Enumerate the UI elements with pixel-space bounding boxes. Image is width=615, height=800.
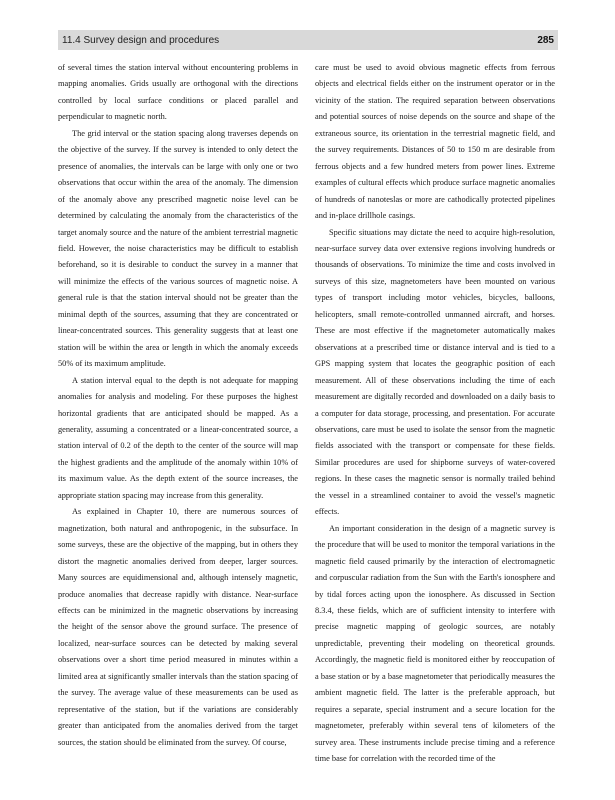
page-number: 285	[537, 34, 554, 46]
paragraph: As explained in Chapter 10, there are numerous sources of magnetization, both natural and anthropogenic, in the subsurface. In some surveys, these are the objective of the mapping, but in others they distort the magnetic anomalies derived from deeper, larger sources. Many sources are equidimensional and, although intensely magnetic, produce anomalies that decrease rapidly with distance. Near-surface effects can be minimized in the magnetic observations by increasing the height of the sensor above the ground surface. The presence of localized, near-surface sources can be detected by making several observations over a short time period measured in minutes within a limited area at significantly smaller intervals than the station spacing of the survey. The average value of these measurements can be used as representative of the station, but if the variations are considerably greater than anticipated from the anomalies derived from the target sources, the station should be eliminated from the survey. Of course,	[58, 507, 298, 747]
right-column	[315, 60, 555, 767]
paragraph: of several times the station interval without encountering problems in mapping anomalies. Grids usually are orthogonal with the directions controlled by local surface conditions or placed parallel and perpendicular to magnetic north.	[58, 63, 298, 122]
paragraph: A station interval equal to the depth is not adequate for mapping anomalies for analysis and modeling. For these purposes the highest horizontal gradients that are anticipated should be mapped. As a generality, assuming a concentrated or a linear-concentrated source, a station interval of 0.2 of the depth to the center of the source will map the highest gradients and the amplitude of the anomaly within 10% of its maximum value. As the depth extent of the source increases, the appropriate station spacing may increase from this generality.	[58, 375, 298, 500]
left-column	[58, 60, 298, 751]
running-header	[58, 30, 558, 50]
section-title: 11.4 Survey design and procedures	[62, 34, 220, 46]
paragraph: Specific situations may dictate the need to acquire high-resolution, near-surface survey data over extensive regions involving hundreds or thousands of observations. To minimize the time and costs involved in surveys of this size, magnetometers have been mounted on various types of transport including motor vehicles, bicycles, balloons, helicopters, small remote-controlled unmanned aircraft, and horses. These are most effective if the magnetometer automatically makes observations at a prescribed time or distance interval and is tied to a GPS mapping system that locates the geographic position of each measurement. All of these observations including the time of each measurement are digitally recorded and downloaded on a daily basis to a computer for data storage, processing, and presentation. For accurate observations, care must be used to isolate the sensor from the magnetic fields associated with the transport or compensate for these fields. Similar procedures are used for shipborne surveys of water-covered regions. In these cases the magnetic sensor is normally trailed behind the vessel in a streamlined container to avoid the vessel's magnetic effects.	[315, 227, 555, 517]
paragraph: The grid interval or the station spacing along traverses depends on the objective of the survey. If the survey is intended to only detect the presence of anomalies, the intervals can be large with only one or two observations that occur within the area of the anomaly. The dimension of the anomaly above any prescribed magnetic noise level can be determined by calculating the anomaly from the characteristics of the target anomaly source and the nature of the ambient terrestrial magnetic field. However, the noise characteristics may be difficult to establish beforehand, so it is desirable to conduct the survey in a manner that will minimize the effects of the various sources of magnetic noise. A general rule is that the station interval should not be greater than the minimal depth of the sources, assuming that they are concentrated or linear-concentrated sources. This generality suggests that at least one station will be within the area or length in which the anomaly exceeds 50% of its maximum amplitude.	[58, 128, 298, 369]
paragraph: An important consideration in the design of a magnetic survey is the procedure that will be used to monitor the temporal variations in the magnetic field caused primarily by the interaction of electromagnetic and corpuscular radiation from the Sun with the Earth's ionosphere and by tidal forces acting upon the ionosphere. As discussed in Section 8.3.4, these fields, which are of sufficient intensity to interfere with precise magnetic mapping of geologic sources, are notably unpredictable, preventing their modeling on theoretical grounds. Accordingly, the magnetic field is monitored either by reoccupation of a base station or by a base magnetometer that periodically measures the ambient magnetic field. The latter is the preferable approach, but requires a separate, special instrument and a secure location for the magnetometer, preferably within several tens of kilometers of the survey area. These instruments include precise timing and a reference time base for correlation with the recorded time of the	[315, 523, 555, 764]
paragraph: care must be used to avoid obvious magnetic effects from ferrous objects and electrical fields either on the instrument operator or in the vicinity of the station. The required separation between observations and potential sources of noise depends on the source and shape of the extraneous source, its orientation in the terrestrial magnetic field, and the survey requirements. Distances of 50 to 150 m are desirable from ferrous objects and a few hundred meters from power lines. Extreme examples of cultural effects which produce surface magnetic anomalies of hundreds of nanoteslas or more are cathodically protected pipelines and in-place drillhole casings.	[315, 63, 555, 221]
